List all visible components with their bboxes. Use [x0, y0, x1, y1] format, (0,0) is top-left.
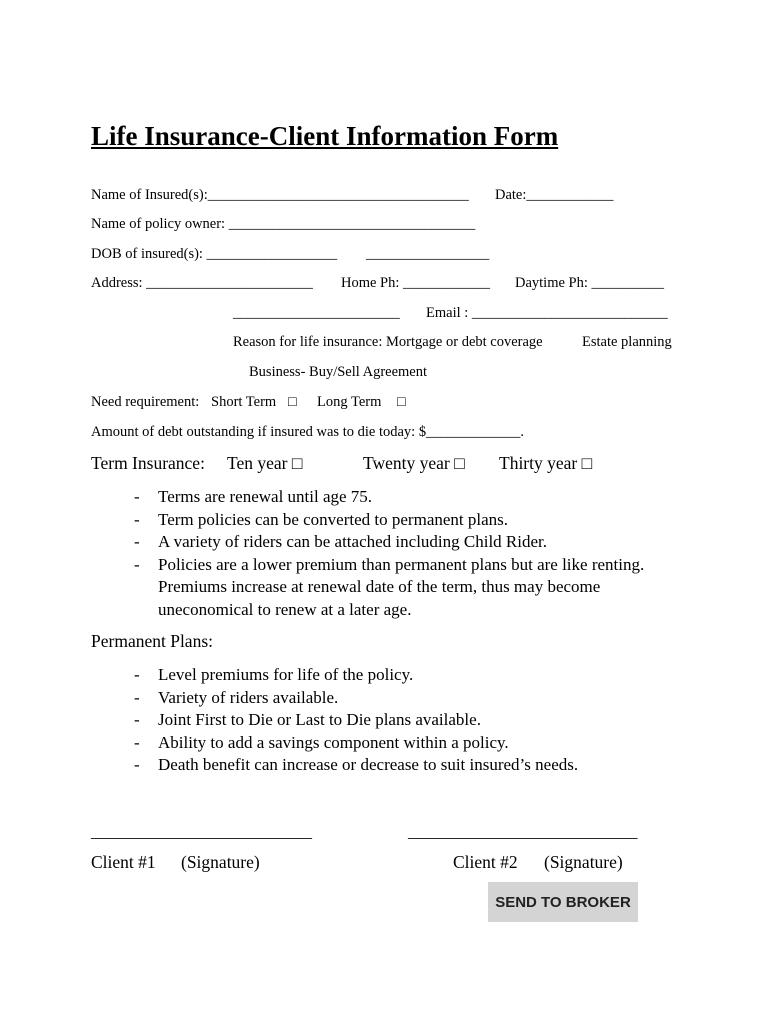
client2-signature-line[interactable]: ___________________________: [408, 822, 638, 841]
short-term-label: Short Term: [211, 394, 277, 410]
list-item-continuation: Premiums increase at renewal date of the term, thus may become: [158, 577, 601, 596]
dob-second-field[interactable]: _________________: [366, 246, 490, 262]
date-field[interactable]: Date:____________: [495, 187, 614, 203]
long-term-label: Long Term: [317, 394, 382, 410]
client1-label: Client #1: [91, 852, 156, 872]
list-item: - Death benefit can increase or decrease to suit insured’s needs.: [134, 755, 579, 774]
list-item: - Terms are renewal until age 75.: [134, 487, 373, 506]
debt-amount-field[interactable]: Amount of debt outstanding if insured was to die today: $_____________.: [91, 424, 524, 440]
reason-business-option: Business- Buy/Sell Agreement: [249, 364, 428, 380]
email-field[interactable]: Email : ___________________________: [426, 305, 668, 321]
term-ten-year-option[interactable]: Ten year □: [227, 453, 303, 473]
home-phone-field[interactable]: Home Ph: ____________: [341, 275, 491, 291]
client1-signature-label: (Signature): [181, 852, 260, 872]
policy-owner-field[interactable]: Name of policy owner: __________________________________: [91, 216, 476, 232]
list-item: - A variety of riders can be attached including Child Rider.: [134, 532, 547, 551]
list-item: - Policies are a lower premium than permanent plans but are like renting.: [134, 554, 645, 574]
client2-signature-label: (Signature): [544, 852, 623, 872]
list-item: - Variety of riders available.: [134, 687, 339, 707]
name-insured-field[interactable]: Name of Insured(s):____________________________________: [91, 187, 469, 203]
daytime-phone-field[interactable]: Daytime Ph: __________: [515, 275, 665, 291]
dob-field[interactable]: DOB of insured(s): __________________: [91, 246, 338, 262]
address-line-2-field[interactable]: _______________________: [233, 305, 400, 321]
list-item: - Level premiums for life of the policy.: [134, 665, 414, 684]
page-title: Life Insurance-Client Information Form: [91, 121, 559, 151]
term-thirty-year-option[interactable]: Thirty year □: [499, 453, 593, 473]
list-item: - Ability to add a savings component within a policy.: [134, 732, 509, 752]
term-insurance-label: Term Insurance:: [91, 453, 205, 473]
address-field[interactable]: Address: _______________________: [91, 275, 313, 291]
client2-label: Client #2: [453, 852, 518, 872]
send-to-broker-button[interactable]: SEND TO BROKER: [488, 882, 638, 922]
permanent-bullet-list: [134, 664, 578, 777]
need-requirement-label: Need requirement:: [91, 394, 200, 410]
list-item-continuation: uneconomical to renew at a later age.: [158, 599, 412, 619]
short-term-checkbox[interactable]: □: [288, 394, 297, 410]
long-term-checkbox[interactable]: □: [397, 394, 406, 410]
list-item: - Term policies can be converted to permanent plans.: [134, 509, 509, 529]
reason-mortgage-option: Reason for life insurance: Mortgage or debt coverage: [233, 334, 543, 350]
client1-signature-line[interactable]: __________________________: [91, 822, 312, 841]
term-bullet-list: [134, 486, 644, 621]
permanent-plans-label: Permanent Plans:: [91, 631, 213, 651]
list-item: - Joint First to Die or Last to Die plans available.: [134, 710, 481, 729]
term-twenty-year-option[interactable]: Twenty year □: [363, 453, 465, 473]
reason-estate-option: Estate planning: [582, 334, 672, 350]
